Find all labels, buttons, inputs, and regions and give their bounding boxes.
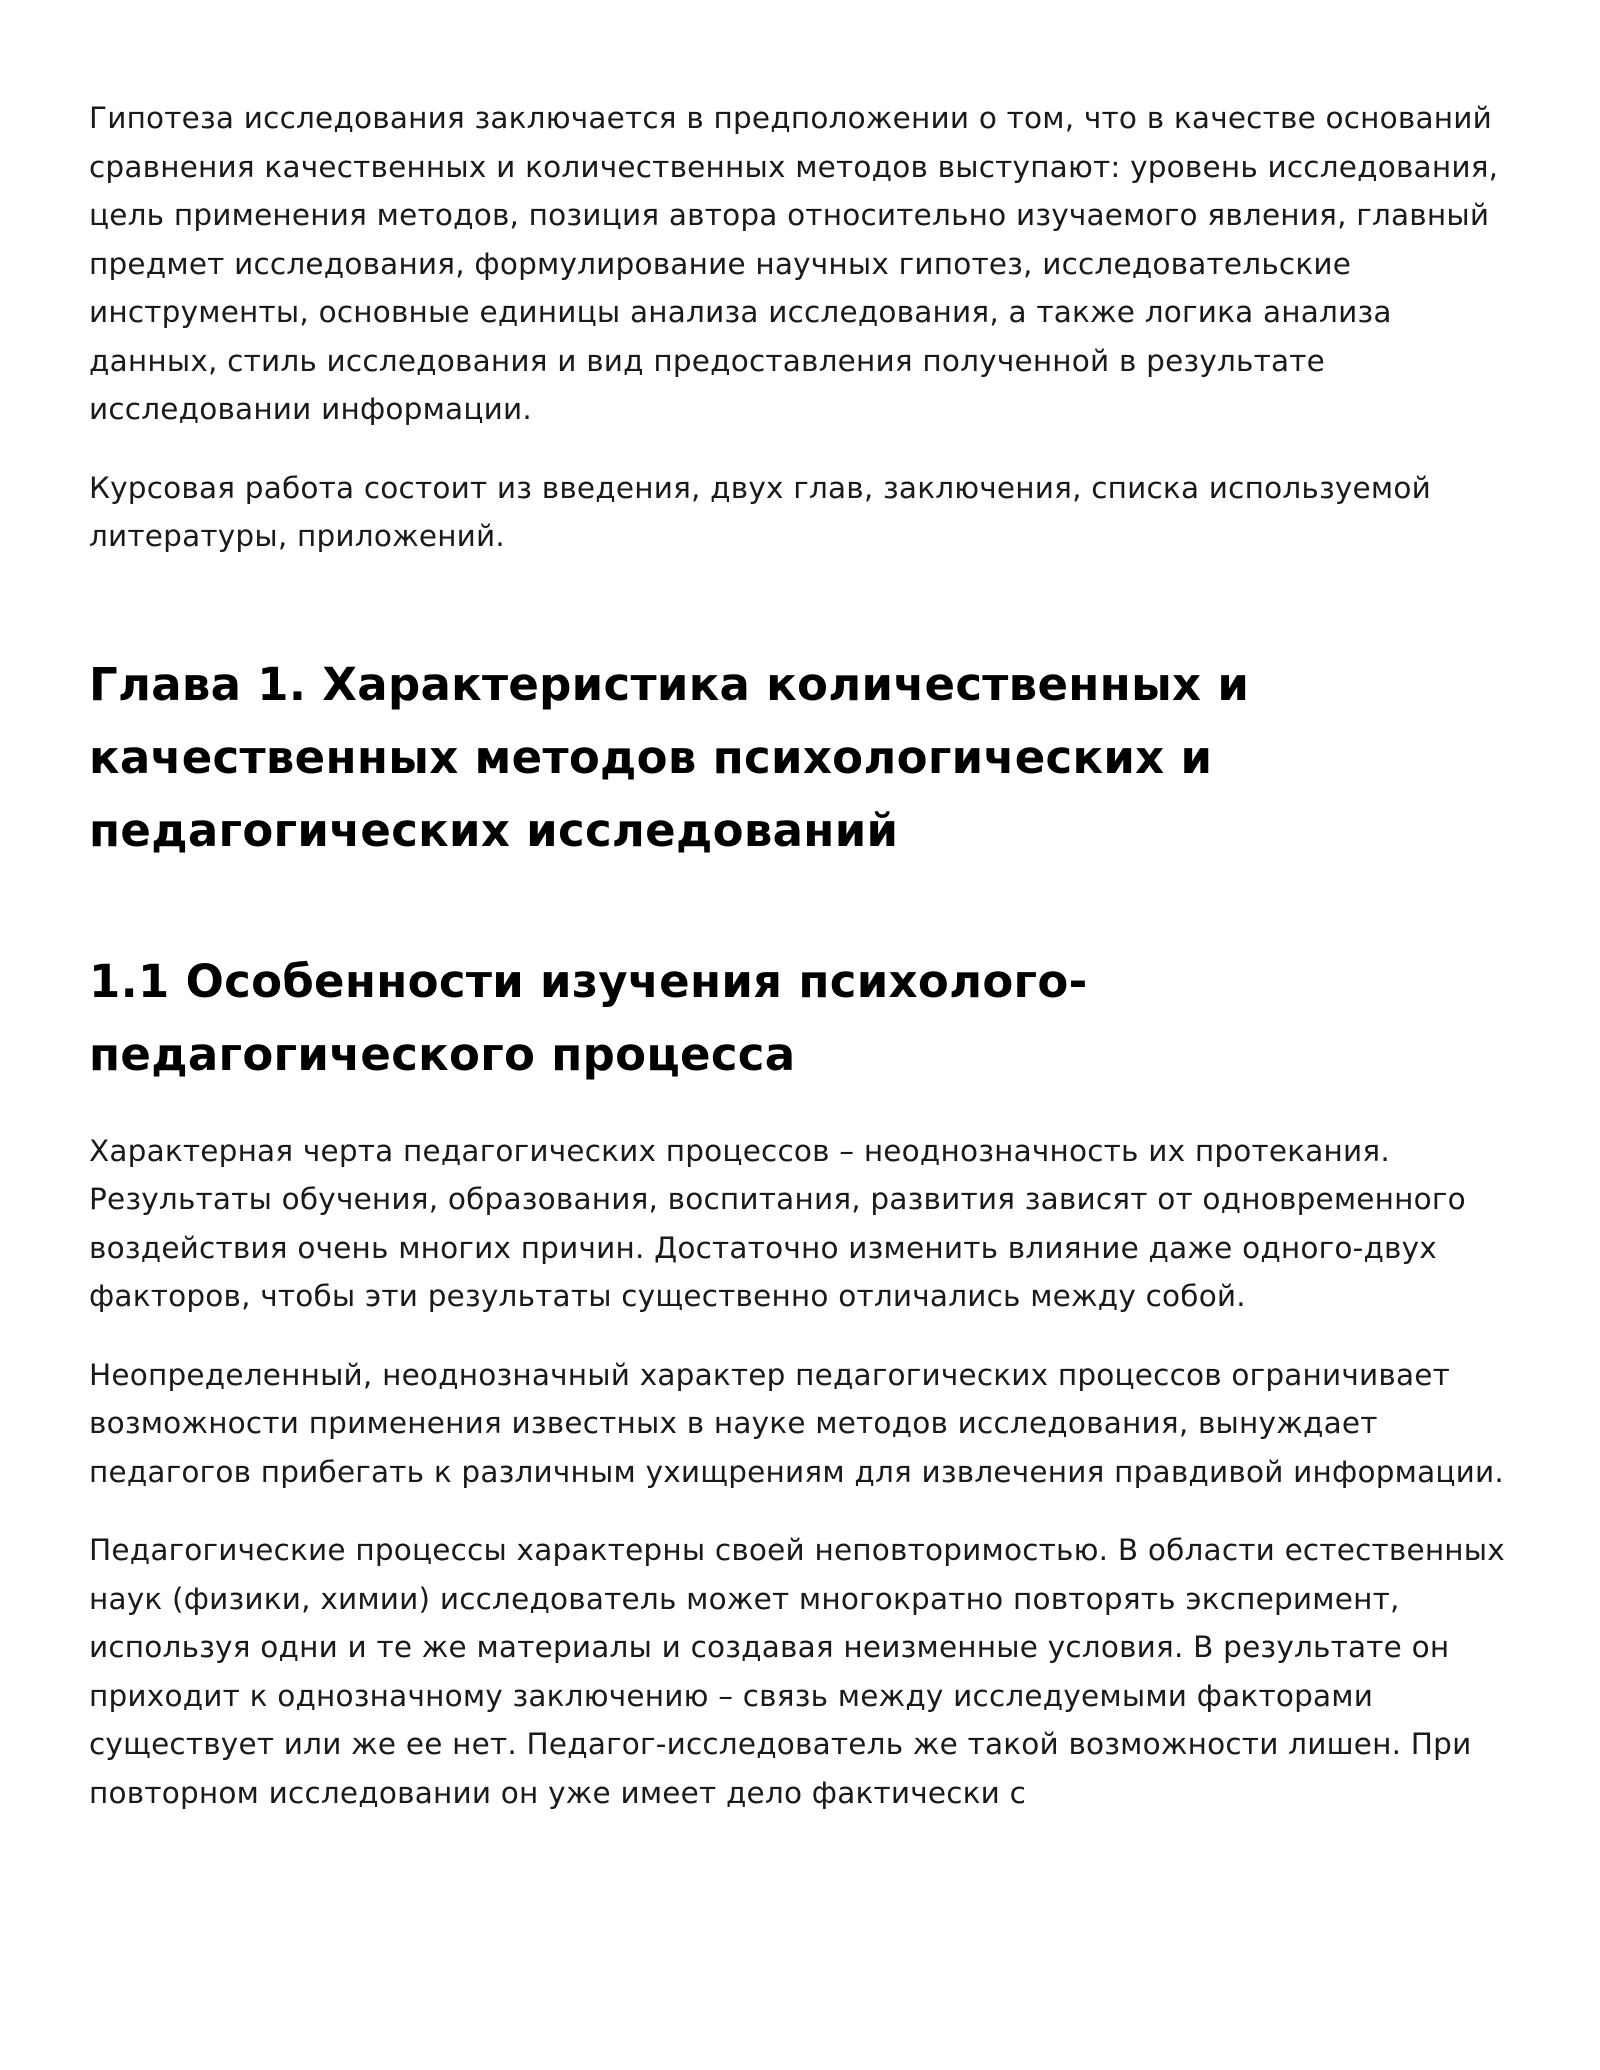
heading-gap (89, 561, 1519, 648)
paragraph-uniqueness: Педагогические процессы характерны своей неповторимостью. В области естественных наук (физики, химии) исследователь может многократно повторять эксперимент, используя одни и те же материалы и создавая неизменные условия. В результате он приходит к однозначному заключению – связь между исследуемыми факторами существует или же ее нет. Педагог-исследователь же такой возможности лишен. При повторном исследовании он уже имеет дело фактически с (89, 1533, 1505, 1810)
document-page (89, 94, 1519, 1817)
paragraph-hypothesis: Гипотеза исследования заключается в предположении о том, что в качестве оснований сравнения качественных и количественных методов выступают: уровень исследования, цель применения методов, позиция автора относительно изучаемого явления, главный предмет исследования, формулирование научных гипотез, исследовательские инструменты, основные единицы анализа исследования, а также логика анализа данных, стиль исследования и вид предоставления полученной в результате исследовании информации. (89, 101, 1499, 426)
section-title: 1.1 Особенности изучения психолого-педагогического процесса (89, 954, 1088, 1081)
heading-gap (89, 867, 1519, 945)
paragraph-structure: Курсовая работа состоит из введения, двух глав, заключения, списка используемой литературы, приложений. (89, 470, 1431, 553)
paragraph-gap (89, 1496, 1519, 1526)
paragraph-gap (89, 1321, 1519, 1351)
paragraph-characteristic: Характерная черта педагогических процессов – неоднозначность их протекания. Результаты обучения, образования, воспитания, развития зависят от одновременного воздействия очень многих причин. Достаточно изменить влияние даже одного-двух факторов, чтобы эти результаты существенно отличались между собой. (89, 1133, 1466, 1313)
paragraph-gap (89, 434, 1519, 464)
heading-gap (89, 1091, 1519, 1127)
paragraph-uncertain: Неопределенный, неоднозначный характер педагогических процессов ограничивает возможности применения известных в науке методов исследования, вынуждает педагогов прибегать к различным ухищрениям для извлечения правдивой информации. (89, 1357, 1504, 1489)
chapter-title: Глава 1. Характеристика количественных и качественных методов психологических и педагогических исследований (89, 657, 1250, 857)
